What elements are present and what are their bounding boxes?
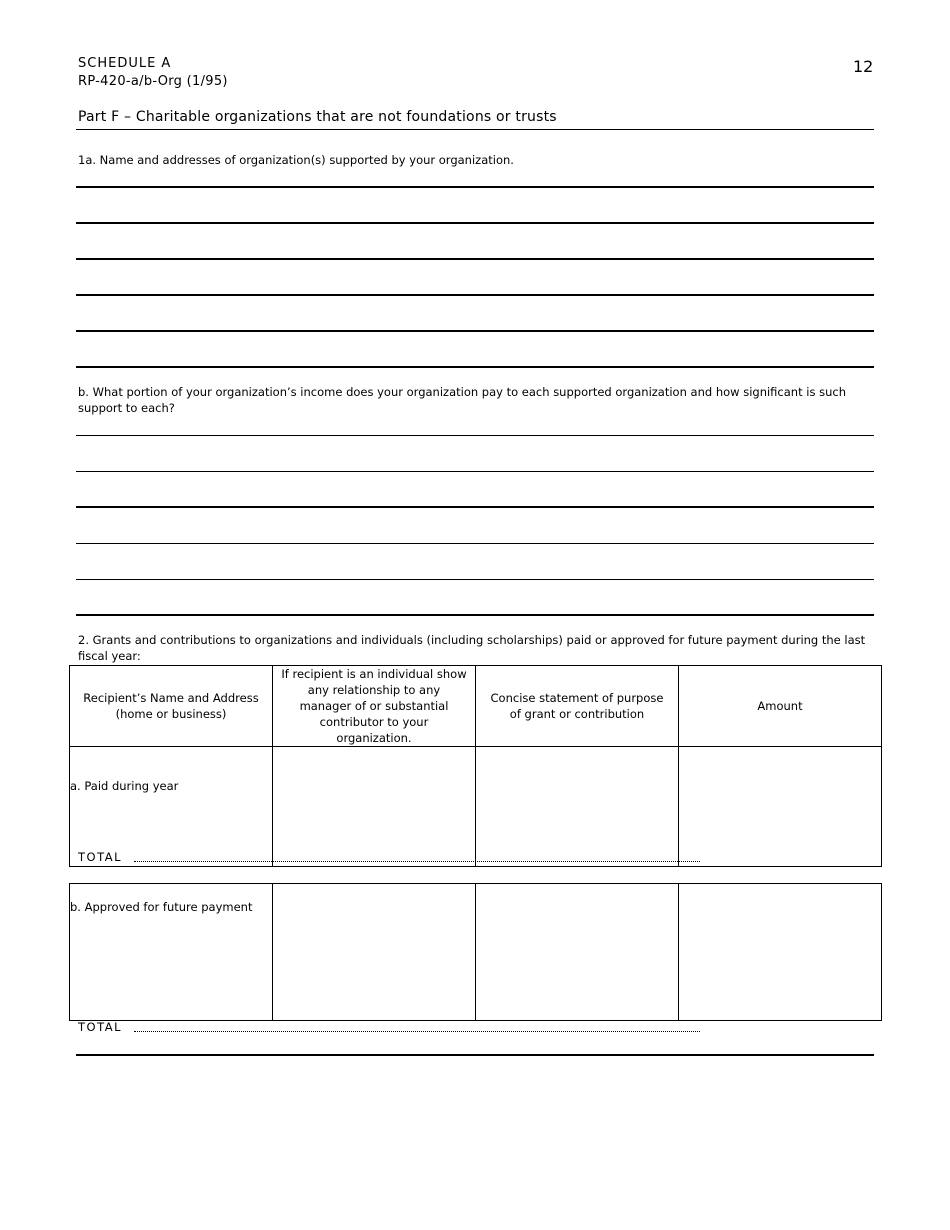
q1a-answer-line-1[interactable] bbox=[76, 186, 874, 188]
column-header-purpose: Concise statement of purpose of grant or contribution bbox=[476, 666, 679, 747]
bottom-rule bbox=[76, 1054, 874, 1056]
q1b-answer-line-6[interactable] bbox=[76, 614, 874, 616]
grants-approved-table bbox=[69, 883, 882, 1021]
paid-during-year-label: a. Paid during year bbox=[70, 779, 179, 793]
total-leader-dots-paid[interactable] bbox=[134, 861, 700, 862]
question-1a-label: 1a. Name and addresses of organization(s) supported by your organization. bbox=[78, 153, 514, 167]
approved-relationship-cell[interactable] bbox=[273, 884, 476, 1021]
q1a-answer-line-6[interactable] bbox=[76, 366, 874, 368]
table-row bbox=[70, 747, 882, 867]
table-row bbox=[70, 884, 882, 1021]
q1b-answer-line-3[interactable] bbox=[76, 506, 874, 508]
total-leader-dots-approved[interactable] bbox=[134, 1031, 700, 1032]
question-2-label: 2. Grants and contributions to organizations and individuals (including scholarships) paid or approved for future payment during the last fiscal year: bbox=[78, 633, 866, 663]
q1a-answer-line-4[interactable] bbox=[76, 294, 874, 296]
grants-table-header-row bbox=[70, 666, 882, 747]
q1b-answer-line-4[interactable] bbox=[76, 543, 874, 544]
total-label-approved: TOTAL bbox=[78, 1020, 122, 1034]
q1a-answer-line-5[interactable] bbox=[76, 330, 874, 332]
paid-purpose-cell[interactable] bbox=[476, 747, 679, 867]
approved-future-payment-label: b. Approved for future payment bbox=[70, 900, 253, 914]
grants-paid-table bbox=[69, 665, 882, 867]
form-id: RP-420-a/b-Org (1/95) bbox=[78, 74, 228, 89]
total-label-paid: TOTAL bbox=[78, 850, 122, 864]
approved-amount-cell[interactable] bbox=[679, 884, 882, 1021]
q1b-answer-line-2[interactable] bbox=[76, 471, 874, 472]
part-title: Part F – Charitable organizations that are not foundations or trusts bbox=[78, 109, 557, 125]
column-header-recipient: Recipient’s Name and Address (home or business) bbox=[70, 666, 273, 747]
column-header-relationship: If recipient is an individual show any relationship to any manager of or substantial contributor to your organization. bbox=[273, 666, 476, 747]
page-number: 12 bbox=[853, 57, 874, 76]
approved-purpose-cell[interactable] bbox=[476, 884, 679, 1021]
question-1b-label: b. What portion of your organization’s income does your organization pay to each supported organization and how significant is such support to each? bbox=[78, 385, 846, 415]
q1a-answer-line-3[interactable] bbox=[76, 258, 874, 260]
q1b-answer-line-5[interactable] bbox=[76, 579, 874, 580]
q1b-answer-line-1[interactable] bbox=[76, 435, 874, 436]
paid-during-year-cell[interactable] bbox=[70, 747, 273, 867]
q1a-answer-line-2[interactable] bbox=[76, 222, 874, 224]
paid-amount-cell[interactable] bbox=[679, 747, 882, 867]
approved-future-payment-cell[interactable] bbox=[70, 884, 273, 1021]
schedule-label: SCHEDULE A bbox=[78, 56, 172, 71]
part-title-rule bbox=[76, 129, 874, 130]
paid-relationship-cell[interactable] bbox=[273, 747, 476, 867]
column-header-amount: Amount bbox=[679, 666, 882, 747]
